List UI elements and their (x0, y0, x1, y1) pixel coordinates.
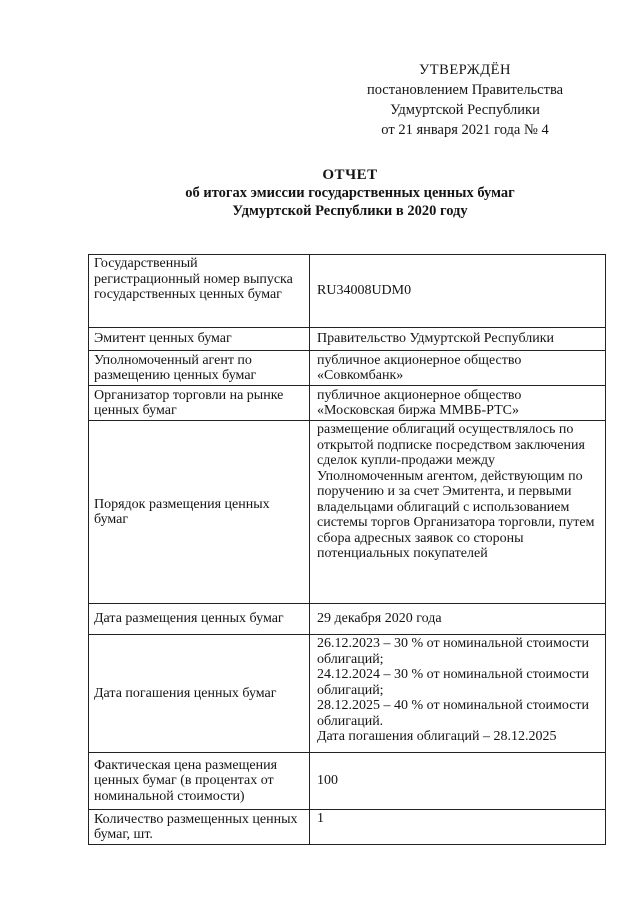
row-value: RU34008UDM0 (310, 255, 606, 328)
maturity-line-1: 26.12.2023 – 30 % от номинальной стоимости облигаций; (317, 636, 590, 667)
row-label: Уполномоченный агент по размещению ценных бумаг (89, 351, 310, 386)
document-header (60, 166, 640, 220)
row-label: Дата размещения ценных бумаг (89, 604, 310, 635)
document-title: ОТЧЕТ (322, 167, 378, 183)
table-row-trade-organizer (89, 386, 606, 421)
table-row-maturity-date (89, 635, 606, 753)
approval-line-3: от 21 января 2021 года № 4 (381, 122, 549, 138)
row-label: Количество размещенных ценных бумаг, шт. (89, 810, 310, 845)
row-label: Порядок размещения ценных бумаг (89, 421, 310, 604)
row-label: Организатор торговли на рынке ценных бумаг (89, 386, 310, 421)
row-value: 29 декабря 2020 года (310, 604, 606, 635)
document-subtitle-1: об итогах эмиссии государственных ценных бумаг (185, 185, 515, 201)
approval-line-1: постановлением Правительства (366, 82, 564, 98)
table-row-registration-number (89, 255, 606, 328)
table-row-placement-agent (89, 351, 606, 386)
row-value: 100 (310, 753, 606, 810)
approval-line-2: Удмуртской Республики (390, 102, 540, 118)
row-value: размещение облигаций осуществлялось по открытой подписке посредством заключения сделок купли-продажи между Уполномоченным агентом, действующим по поручению и за счет Эмитента, и первыми владельцами облигаций с использованием системы торгов Организатора торговли, путем сбора адресных заявок со стороны потенциальных покупателей (310, 421, 606, 604)
row-value (310, 635, 606, 753)
table-row-placement-price (89, 753, 606, 810)
table-row-quantity (89, 810, 606, 845)
maturity-line-4: Дата погашения облигаций – 28.12.2025 (317, 729, 557, 744)
maturity-line-3: 28.12.2025 – 40 % от номинальной стоимости облигаций. (317, 698, 590, 729)
document-subtitle-2: Удмуртской Республики в 2020 году (232, 203, 468, 219)
table-row-issuer (89, 328, 606, 351)
row-value: 1 (310, 810, 606, 845)
approval-stamp (320, 60, 610, 140)
row-label: Фактическая цена размещения ценных бумаг (в процентах от номинальной стоимости) (89, 753, 310, 810)
row-label: Эмитент ценных бумаг (89, 328, 310, 351)
row-label: Государственный регистрационный номер выпуска государственных ценных бумаг (89, 255, 310, 328)
row-value: Правительство Удмуртской Республики (310, 328, 606, 351)
approval-title: УТВЕРЖДЁН (419, 62, 511, 78)
report-table (88, 254, 606, 845)
table-row-placement-date (89, 604, 606, 635)
row-value: публичное акционерное общество «Московская биржа ММВБ-РТС» (310, 386, 606, 421)
row-value: публичное акционерное общество «Совкомбанк» (310, 351, 606, 386)
maturity-line-2: 24.12.2024 – 30 % от номинальной стоимости облигаций; (317, 667, 590, 698)
row-label: Дата погашения ценных бумаг (89, 635, 310, 753)
table-row-placement-procedure (89, 421, 606, 604)
